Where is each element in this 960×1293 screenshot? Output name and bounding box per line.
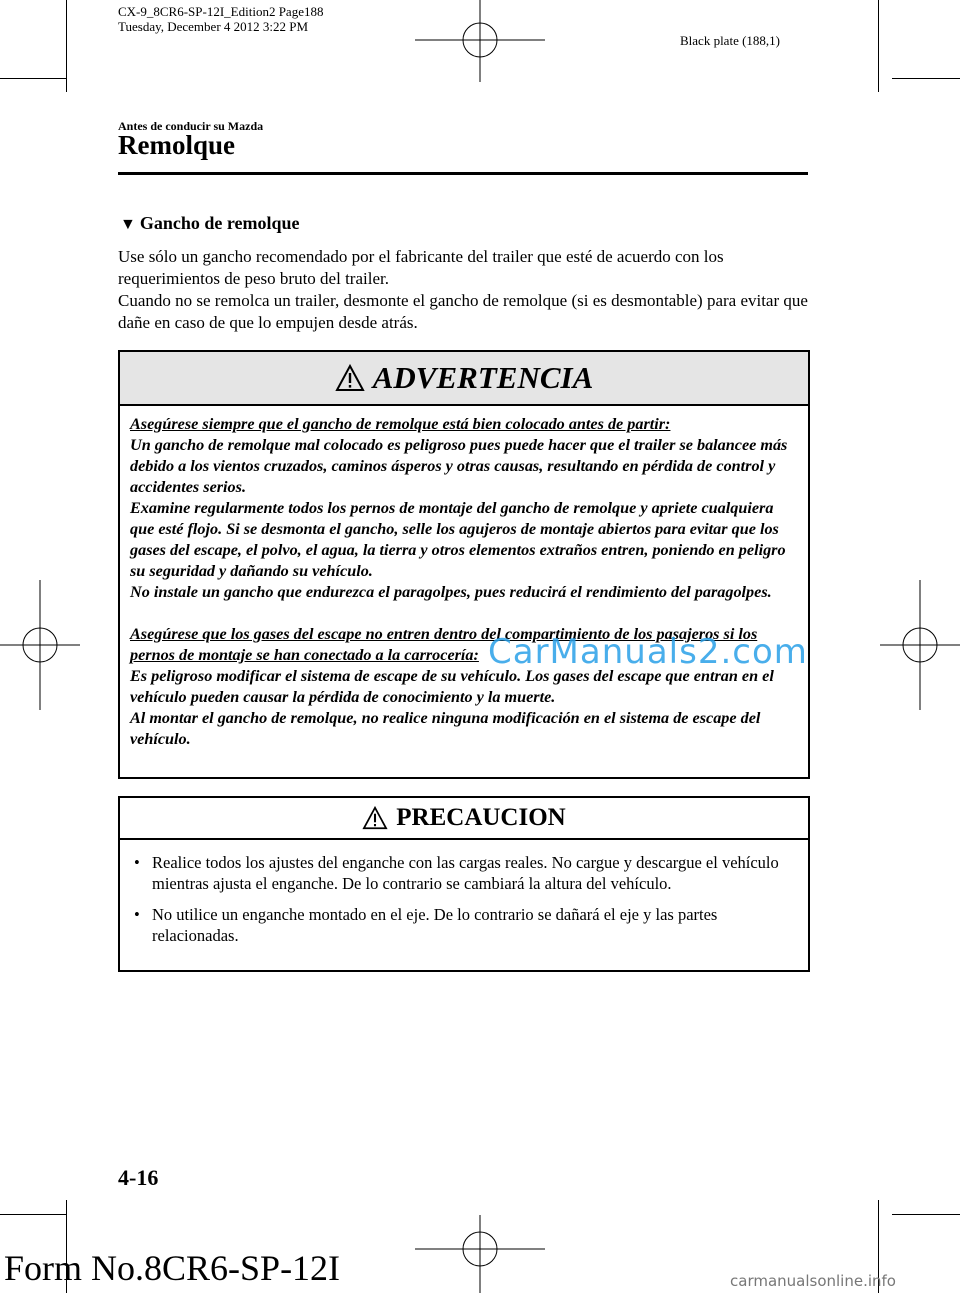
print-meta-line2: Tuesday, December 4 2012 3:22 PM (118, 19, 309, 34)
footer-site-label: carmanualsonline.info (730, 1272, 896, 1290)
crop-mark (0, 78, 66, 79)
crop-mark (66, 0, 67, 92)
caution-list (132, 852, 796, 946)
spacer (130, 603, 798, 624)
warning-box (118, 350, 810, 779)
page-title: Remolque (118, 130, 235, 160)
list-item (132, 852, 796, 894)
crop-mark (892, 78, 960, 79)
warning-heading: Asegúrese siempre que el gancho de remolque está bien colocado antes de partir: (130, 415, 671, 433)
crop-mark (878, 0, 879, 92)
warning-text: Es peligroso modificar el sistema de escape de su vehículo. Los gases del escape que entran en el vehículo pueden causar la pérdida de conocimiento y la muerte. (130, 667, 774, 706)
subheading (120, 213, 300, 234)
subheading-text: Gancho de remolque (139, 213, 300, 233)
warning-text: No instale un gancho que endurezca el paragolpes, pues reducirá el rendimiento del paragolpes. (130, 583, 772, 601)
intro-text (118, 246, 808, 334)
warning-triangle-icon (362, 806, 388, 830)
caution-body (120, 840, 808, 946)
down-triangle-icon: ▼ (120, 216, 136, 233)
crop-mark (0, 1214, 66, 1215)
bullet-icon: • (134, 905, 140, 924)
intro-paragraph: Cuando no se remolca un trailer, desmonte el gancho de remolque (si es desmontable) para evitar que dañe en caso de que lo empujen desde atrás. (118, 291, 808, 332)
title-rule (118, 172, 808, 175)
warning-text: Examine regularmente todos los pernos de montaje del gancho de remolque y apriete cualquiera que esté flojo. Si se desmonta el gancho, selle los agujeros de montaje abiertos para evitar que los gases del escape, el polvo, el agua, la tierra y otros elementos extraños entren, poniendo en peligro su seguridad y dañando su vehículo. (130, 499, 786, 580)
caution-box (118, 796, 810, 972)
caution-item-text: No utilice un enganche montado en el eje. De lo contrario se dañará el eje y las partes relacionadas. (152, 905, 718, 945)
caution-title: PRECAUCION (396, 804, 566, 831)
intro-paragraph: Use sólo un gancho recomendado por el fabricante del trailer que esté de acuerdo con los requerimientos de peso bruto del trailer. (118, 247, 724, 288)
warning-title: ADVERTENCIA (372, 360, 594, 395)
caution-header (120, 798, 808, 840)
warning-body (120, 406, 808, 750)
caution-item-text: Realice todos los ajustes del enganche con las cargas reales. No cargue y descargue el vehículo mientras ajusta el enganche. De lo contrario se cambiará la altura del vehículo. (152, 853, 779, 893)
print-meta (118, 4, 323, 34)
crop-mark (892, 1214, 960, 1215)
section-label: Antes de conducir su Mazda (118, 119, 264, 133)
watermark: CarManuals2.com (488, 632, 808, 672)
warning-text: Un gancho de remolque mal colocado es peligroso pues puede hacer que el trailer se balancee más debido a los vientos cruzados, caminos ásperos y otras causas, resultando en pérdida de control y accidentes serios. (130, 436, 788, 496)
bullet-icon: • (134, 853, 140, 872)
registration-mark (415, 0, 545, 82)
list-item (132, 904, 796, 946)
warning-heading: Asegúrese que los gases del escape no entren dentro del compartimiento de los pasajeros si los pernos de montaje se han conectado a la carrocería: (130, 625, 758, 664)
registration-mark (415, 1215, 545, 1293)
plate-label: Black plate (188,1) (680, 33, 780, 48)
warning-triangle-icon (335, 364, 365, 392)
page-number: 4-16 (118, 1165, 159, 1190)
form-number: Form No.8CR6-SP-12I (4, 1248, 341, 1288)
warning-header (120, 352, 808, 406)
registration-mark (0, 580, 80, 710)
print-meta-line1: CX-9_8CR6-SP-12I_Edition2 Page188 (118, 4, 324, 19)
warning-text: Al montar el gancho de remolque, no realice ninguna modificación en el sistema de escape del vehículo. (130, 709, 761, 748)
registration-mark (880, 580, 960, 710)
